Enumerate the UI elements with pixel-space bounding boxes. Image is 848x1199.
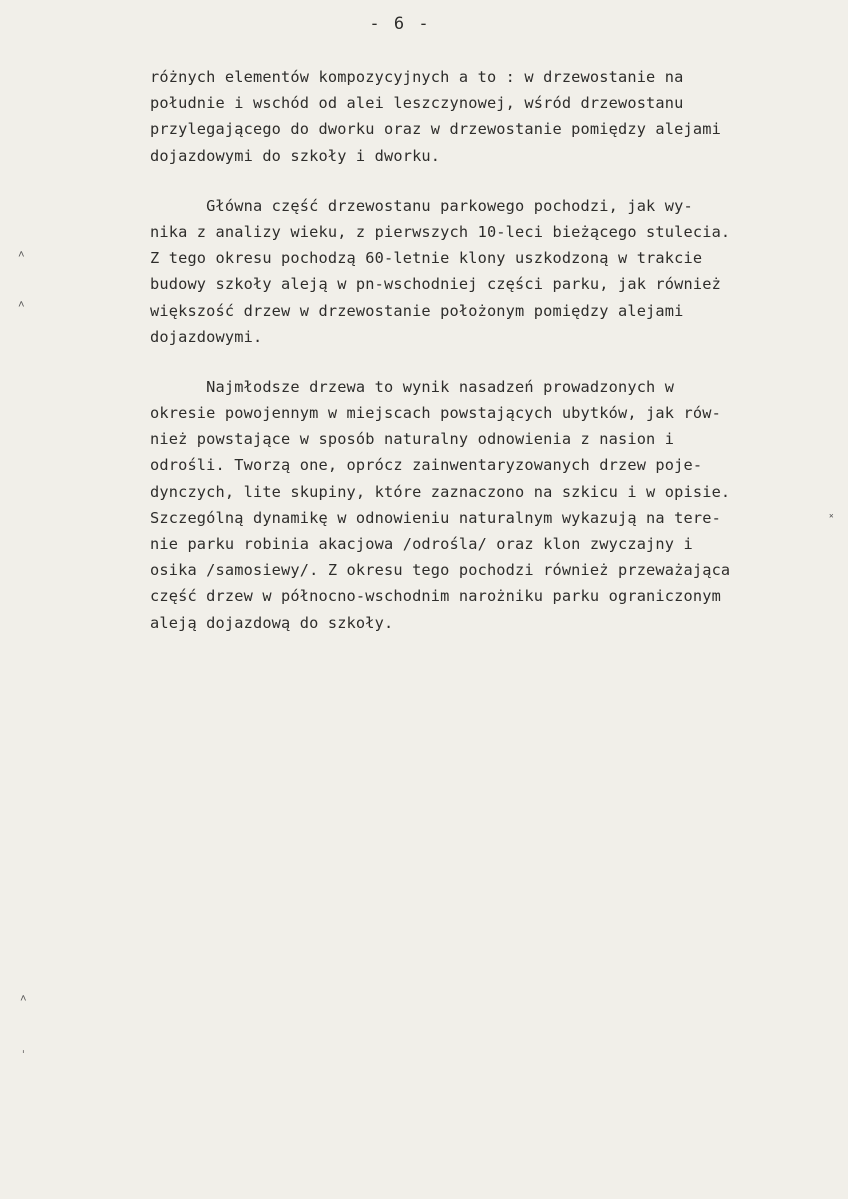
paragraph-3: [150, 374, 840, 636]
text-line: nika z analizy wieku, z pierwszych 10-leci bieżącego stulecia.: [150, 222, 731, 241]
margin-tick: ˄: [18, 298, 25, 311]
text-line: Szczególną dynamikę w odnowieniu naturalnym wykazują na tere-: [150, 508, 721, 527]
text-line: Z tego okresu pochodzą 60-letnie klony uszkodzoną w trakcie: [150, 249, 703, 268]
paragraph-2: [150, 193, 840, 350]
text-line: południe i wschód od alei leszczynowej, wśród drzewostanu: [150, 94, 684, 113]
text-line: przylegającego do dworku oraz w drzewostanie pomiędzy alejami: [150, 120, 721, 139]
text-line: budowy szkoły aleją w pn-wschodniej części parku, jak również: [150, 275, 721, 294]
text-line: większość drzew w drzewostanie położonym pomiędzy alejami: [150, 301, 684, 320]
paragraph-1: [150, 64, 840, 169]
text-line: okresie powojennym w miejscach powstających ubytków, jak rów-: [150, 404, 721, 423]
text-line: osika /samosiewy/. Z okresu tego pochodzi również przeważająca: [150, 561, 731, 580]
margin-tick: ˈ: [20, 1048, 27, 1061]
body-text: [150, 64, 840, 660]
text-line: nież powstające w sposób naturalny odnowienia z nasion i: [150, 430, 675, 449]
text-line: nie parku robinia akacjowa /odrośla/ oraz klon zwyczajny i: [150, 535, 693, 553]
text-line: aleją dojazdową do szkoły.: [150, 613, 394, 632]
margin-tick: ˟: [828, 512, 835, 525]
margin-tick: ˄: [18, 248, 25, 261]
text-line: dojazdowymi do szkoły i dworku.: [150, 146, 441, 165]
text-line: różnych elementów kompozycyjnych a to : w drzewostanie na: [150, 68, 684, 86]
text-line: Najmłodsze drzewa to wynik nasadzeń prowadzonych w: [150, 377, 675, 396]
text-line: Główna część drzewostanu parkowego pochodzi, jak wy-: [150, 196, 693, 215]
text-line: dojazdowymi.: [150, 327, 263, 346]
text-line: dynczych, lite skupiny, które zaznaczono na szkicu i w opisie.: [150, 482, 731, 501]
page-number: - 6 -: [369, 14, 431, 34]
margin-tick: ˄: [20, 992, 27, 1005]
text-line: odrośli. Tworzą one, oprócz zainwentaryzowanych drzew poje-: [150, 456, 703, 475]
text-line: część drzew w północno-wschodnim narożniku parku ograniczonym: [150, 587, 721, 606]
